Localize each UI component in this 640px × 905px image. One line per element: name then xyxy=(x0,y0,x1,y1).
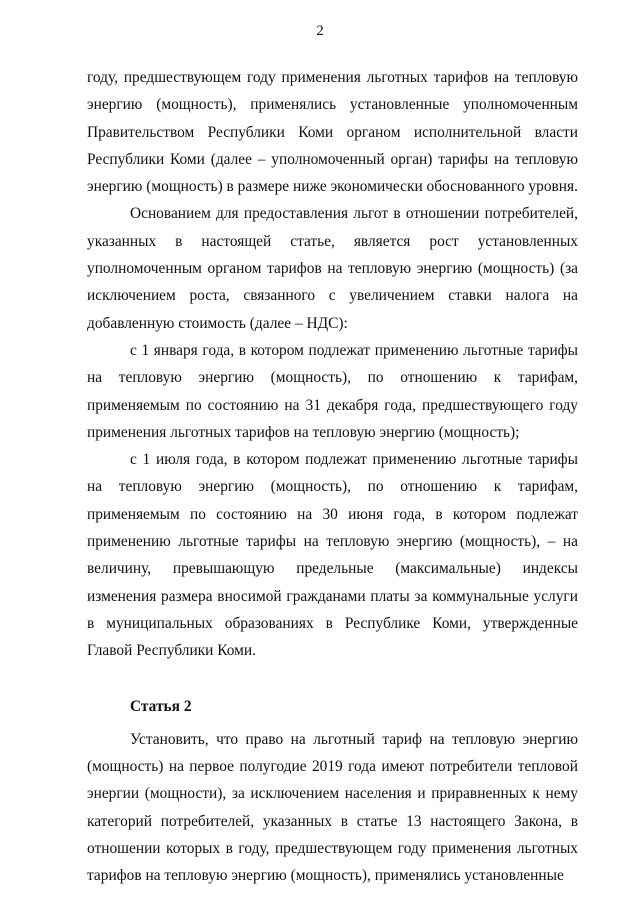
paragraph-july: с 1 июля года, в котором подлежат применению льготные тарифы на тепловую энергию (мощность), по отношению к тарифам, применяемым по состоянию на 30 июня года, в котором подлежат применению льготные тарифы на тепловую энергию (мощность), – на величину, превышающую предельные (максимальные) индексы изменения размера вносимой гражданами платы за коммунальные услуги в муниципальных образованиях в Республике Коми, утвержденные Главой Республики Коми. xyxy=(87,451,578,660)
paragraph-continuation: году, предшествующем году применения льготных тарифов на тепловую энергию (мощность), применялись установленные уполномоченным Правительством Республики Коми органом исполнительной власти Республики Коми (далее – уполномоченный орган) тарифы на тепловую энергию (мощность) в размере ниже экономически обоснованного уровня. xyxy=(87,69,578,196)
section-spacer xyxy=(87,665,578,693)
paragraph-january: с 1 января года, в котором подлежат применению льготные тарифы на тепловую энергию (мощность), по отношению к тарифам, применяемым по состоянию на 31 декабря года, предшествующего году применения льготных тарифов на тепловую энергию (мощность); xyxy=(87,341,578,441)
paragraph-basis: Основанием для предоставления льгот в отношении потребителей, указанных в настоящей статье, является рост установленных уполномоченным органом тарифов на тепловую энергию (мощность) (за исключением роста, связанного с увеличением ставки налога на добавленную стоимость (далее – НДС): xyxy=(87,205,578,332)
document-body xyxy=(87,64,578,890)
article-heading: Статья 2 xyxy=(130,697,192,715)
article-paragraph: Установить, что право на льготный тариф на тепловую энергию (мощность) на первое полугодие 2019 года имеют потребители тепловой энергии (мощности), за исключением населения и приравненных к нему категорий потребителей, указанных в статье 13 настоящего Закона, в отношении которых в году, предшествующем году применения льготных тарифов на тепловую энергию (мощность), применялись установленные xyxy=(87,730,578,885)
page-number: 2 xyxy=(316,23,324,39)
